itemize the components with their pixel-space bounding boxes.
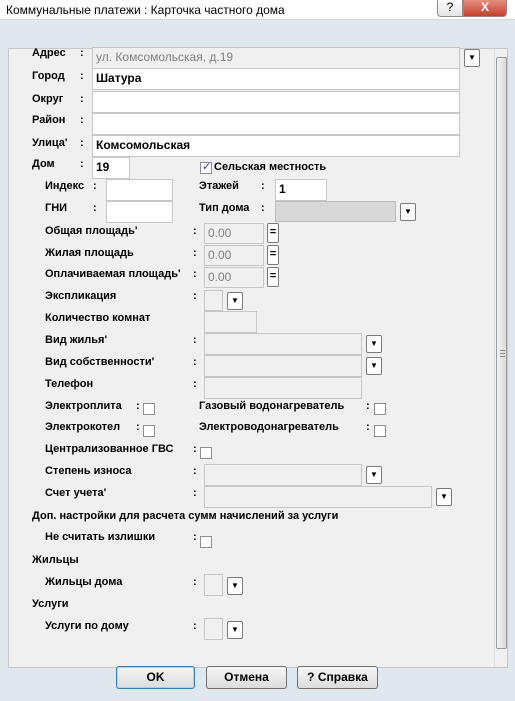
rooms-field[interactable] xyxy=(204,311,257,333)
colon: : xyxy=(80,70,84,82)
explication-label: Экспликация xyxy=(45,290,117,302)
paid-area-label: Оплачиваемая площадь' xyxy=(45,268,181,280)
colon: : xyxy=(193,576,197,588)
residents-header: Жильцы xyxy=(32,554,79,566)
colon: : xyxy=(193,378,197,390)
no-surplus-label: Не считать излишки xyxy=(45,531,156,543)
colon: : xyxy=(136,421,140,433)
grip-line xyxy=(500,350,505,351)
colon: : xyxy=(80,158,84,170)
colon: : xyxy=(93,202,97,214)
central-hot-water-checkbox[interactable] xyxy=(200,447,212,459)
address-field[interactable]: ул. Комсомольская, д.19 xyxy=(92,47,460,69)
gni-label: ГНИ xyxy=(45,202,68,214)
living-area-label: Жилая площадь xyxy=(45,247,134,259)
colon: : xyxy=(366,400,370,412)
phone-field[interactable] xyxy=(204,377,362,399)
colon: : xyxy=(80,93,84,105)
housing-kind-dropdown-button[interactable]: ▼ xyxy=(366,335,382,353)
extra-settings-header: Доп. настройки для расчета сумм начислений за услуги xyxy=(32,510,339,522)
services-header: Услуги xyxy=(32,598,69,610)
floors-field[interactable]: 1 xyxy=(275,179,327,201)
colon: : xyxy=(80,47,84,59)
colon: : xyxy=(93,180,97,192)
colon: : xyxy=(261,202,265,214)
living-area-calc-button[interactable]: = xyxy=(267,245,279,265)
account-label: Счет учета' xyxy=(45,487,107,499)
electric-boiler-checkbox[interactable] xyxy=(143,425,155,437)
colon: : xyxy=(193,268,197,280)
vertical-scrollbar[interactable] xyxy=(494,49,507,667)
colon: : xyxy=(193,334,197,346)
wear-degree-label: Степень износа xyxy=(45,465,132,477)
ownership-kind-field[interactable] xyxy=(204,355,362,377)
colon: : xyxy=(261,180,265,192)
rural-checkbox[interactable] xyxy=(200,162,212,174)
colon: : xyxy=(193,247,197,259)
city-field[interactable]: Шатура xyxy=(92,68,460,90)
city-label: Город xyxy=(32,70,65,82)
housing-kind-label: Вид жилья' xyxy=(45,334,108,346)
area-field[interactable] xyxy=(92,113,460,135)
house-type-label: Тип дома xyxy=(199,202,250,214)
ownership-kind-dropdown-button[interactable]: ▼ xyxy=(366,357,382,375)
floors-label: Этажей xyxy=(199,180,239,192)
explication-dropdown-button[interactable]: ▼ xyxy=(227,292,243,310)
address-label: Адрес xyxy=(32,47,66,59)
house-residents-dropdown-button[interactable]: ▼ xyxy=(227,577,243,595)
house-label: Дом xyxy=(32,158,55,170)
title-bar xyxy=(0,0,515,20)
total-area-label: Общая площадь' xyxy=(45,225,138,237)
close-button[interactable]: X xyxy=(463,0,507,17)
colon: : xyxy=(193,290,197,302)
ownership-kind-label: Вид собственности' xyxy=(45,356,155,368)
housing-kind-field[interactable] xyxy=(204,333,362,355)
window-title: Коммунальные платежи : Карточка частного дома xyxy=(6,3,285,17)
account-field[interactable] xyxy=(204,486,432,508)
house-residents-label: Жильцы дома xyxy=(45,576,123,588)
scrollbar-thumb[interactable] xyxy=(496,57,507,649)
gni-field[interactable] xyxy=(106,201,173,223)
house-services-label: Услуги по дому xyxy=(45,620,129,632)
colon: : xyxy=(193,443,197,455)
electric-water-heater-checkbox[interactable] xyxy=(374,425,386,437)
house-residents-field[interactable] xyxy=(204,574,223,596)
central-hot-water-label: Централизованное ГВС xyxy=(45,443,174,455)
total-area-calc-button[interactable]: = xyxy=(267,223,279,243)
house-field[interactable]: 19 xyxy=(92,157,130,179)
rural-label: Сельская местность xyxy=(214,161,327,173)
street-label: Улица' xyxy=(32,137,68,149)
total-area-field[interactable]: 0.00 xyxy=(204,223,264,244)
index-field[interactable] xyxy=(106,179,173,201)
electric-boiler-label: Электрокотел xyxy=(45,421,121,433)
grip-line xyxy=(500,356,505,357)
paid-area-field[interactable]: 0.00 xyxy=(204,267,264,288)
area-label: Район xyxy=(32,114,66,126)
gas-heater-label: Газовый водонагреватель xyxy=(199,400,345,412)
electric-stove-label: Электроплита xyxy=(45,400,122,412)
house-services-dropdown-button[interactable]: ▼ xyxy=(227,621,243,639)
cancel-button[interactable]: Отмена xyxy=(206,666,287,689)
help-title-button[interactable]: ? xyxy=(437,0,463,17)
house-services-field[interactable] xyxy=(204,618,223,640)
house-type-field[interactable] xyxy=(275,201,396,222)
district-field[interactable] xyxy=(92,91,460,113)
rooms-label: Количество комнат xyxy=(45,312,151,324)
no-surplus-checkbox[interactable] xyxy=(200,536,212,548)
dialog-button-bar xyxy=(0,640,515,684)
phone-label: Телефон xyxy=(45,378,94,390)
address-dropdown-button[interactable]: ▼ xyxy=(464,49,480,67)
electric-stove-checkbox[interactable] xyxy=(143,403,155,415)
paid-area-calc-button[interactable]: = xyxy=(267,267,279,287)
colon: : xyxy=(366,421,370,433)
colon: : xyxy=(193,356,197,368)
wear-degree-dropdown-button[interactable]: ▼ xyxy=(366,466,382,484)
colon: : xyxy=(80,137,84,149)
living-area-field[interactable]: 0.00 xyxy=(204,245,264,266)
colon: : xyxy=(136,400,140,412)
account-dropdown-button[interactable]: ▼ xyxy=(436,488,452,506)
electric-water-heater-label: Электроводонагреватель xyxy=(199,421,339,433)
street-field[interactable]: Комсомольская xyxy=(92,135,460,157)
colon: : xyxy=(193,465,197,477)
explication-field[interactable] xyxy=(204,290,223,311)
colon: : xyxy=(193,531,197,543)
colon: : xyxy=(80,114,84,126)
wear-degree-field[interactable] xyxy=(204,464,362,486)
index-label: Индекс xyxy=(45,180,85,192)
gas-heater-checkbox[interactable] xyxy=(374,403,386,415)
grip-line xyxy=(500,353,505,354)
district-label: Округ xyxy=(32,93,64,105)
colon: : xyxy=(193,487,197,499)
colon: : xyxy=(193,225,197,237)
ok-button[interactable]: OK xyxy=(116,666,195,689)
colon: : xyxy=(193,620,197,632)
house-type-dropdown-button[interactable]: ▼ xyxy=(400,203,416,221)
help-button[interactable]: ? Справка xyxy=(297,666,378,689)
